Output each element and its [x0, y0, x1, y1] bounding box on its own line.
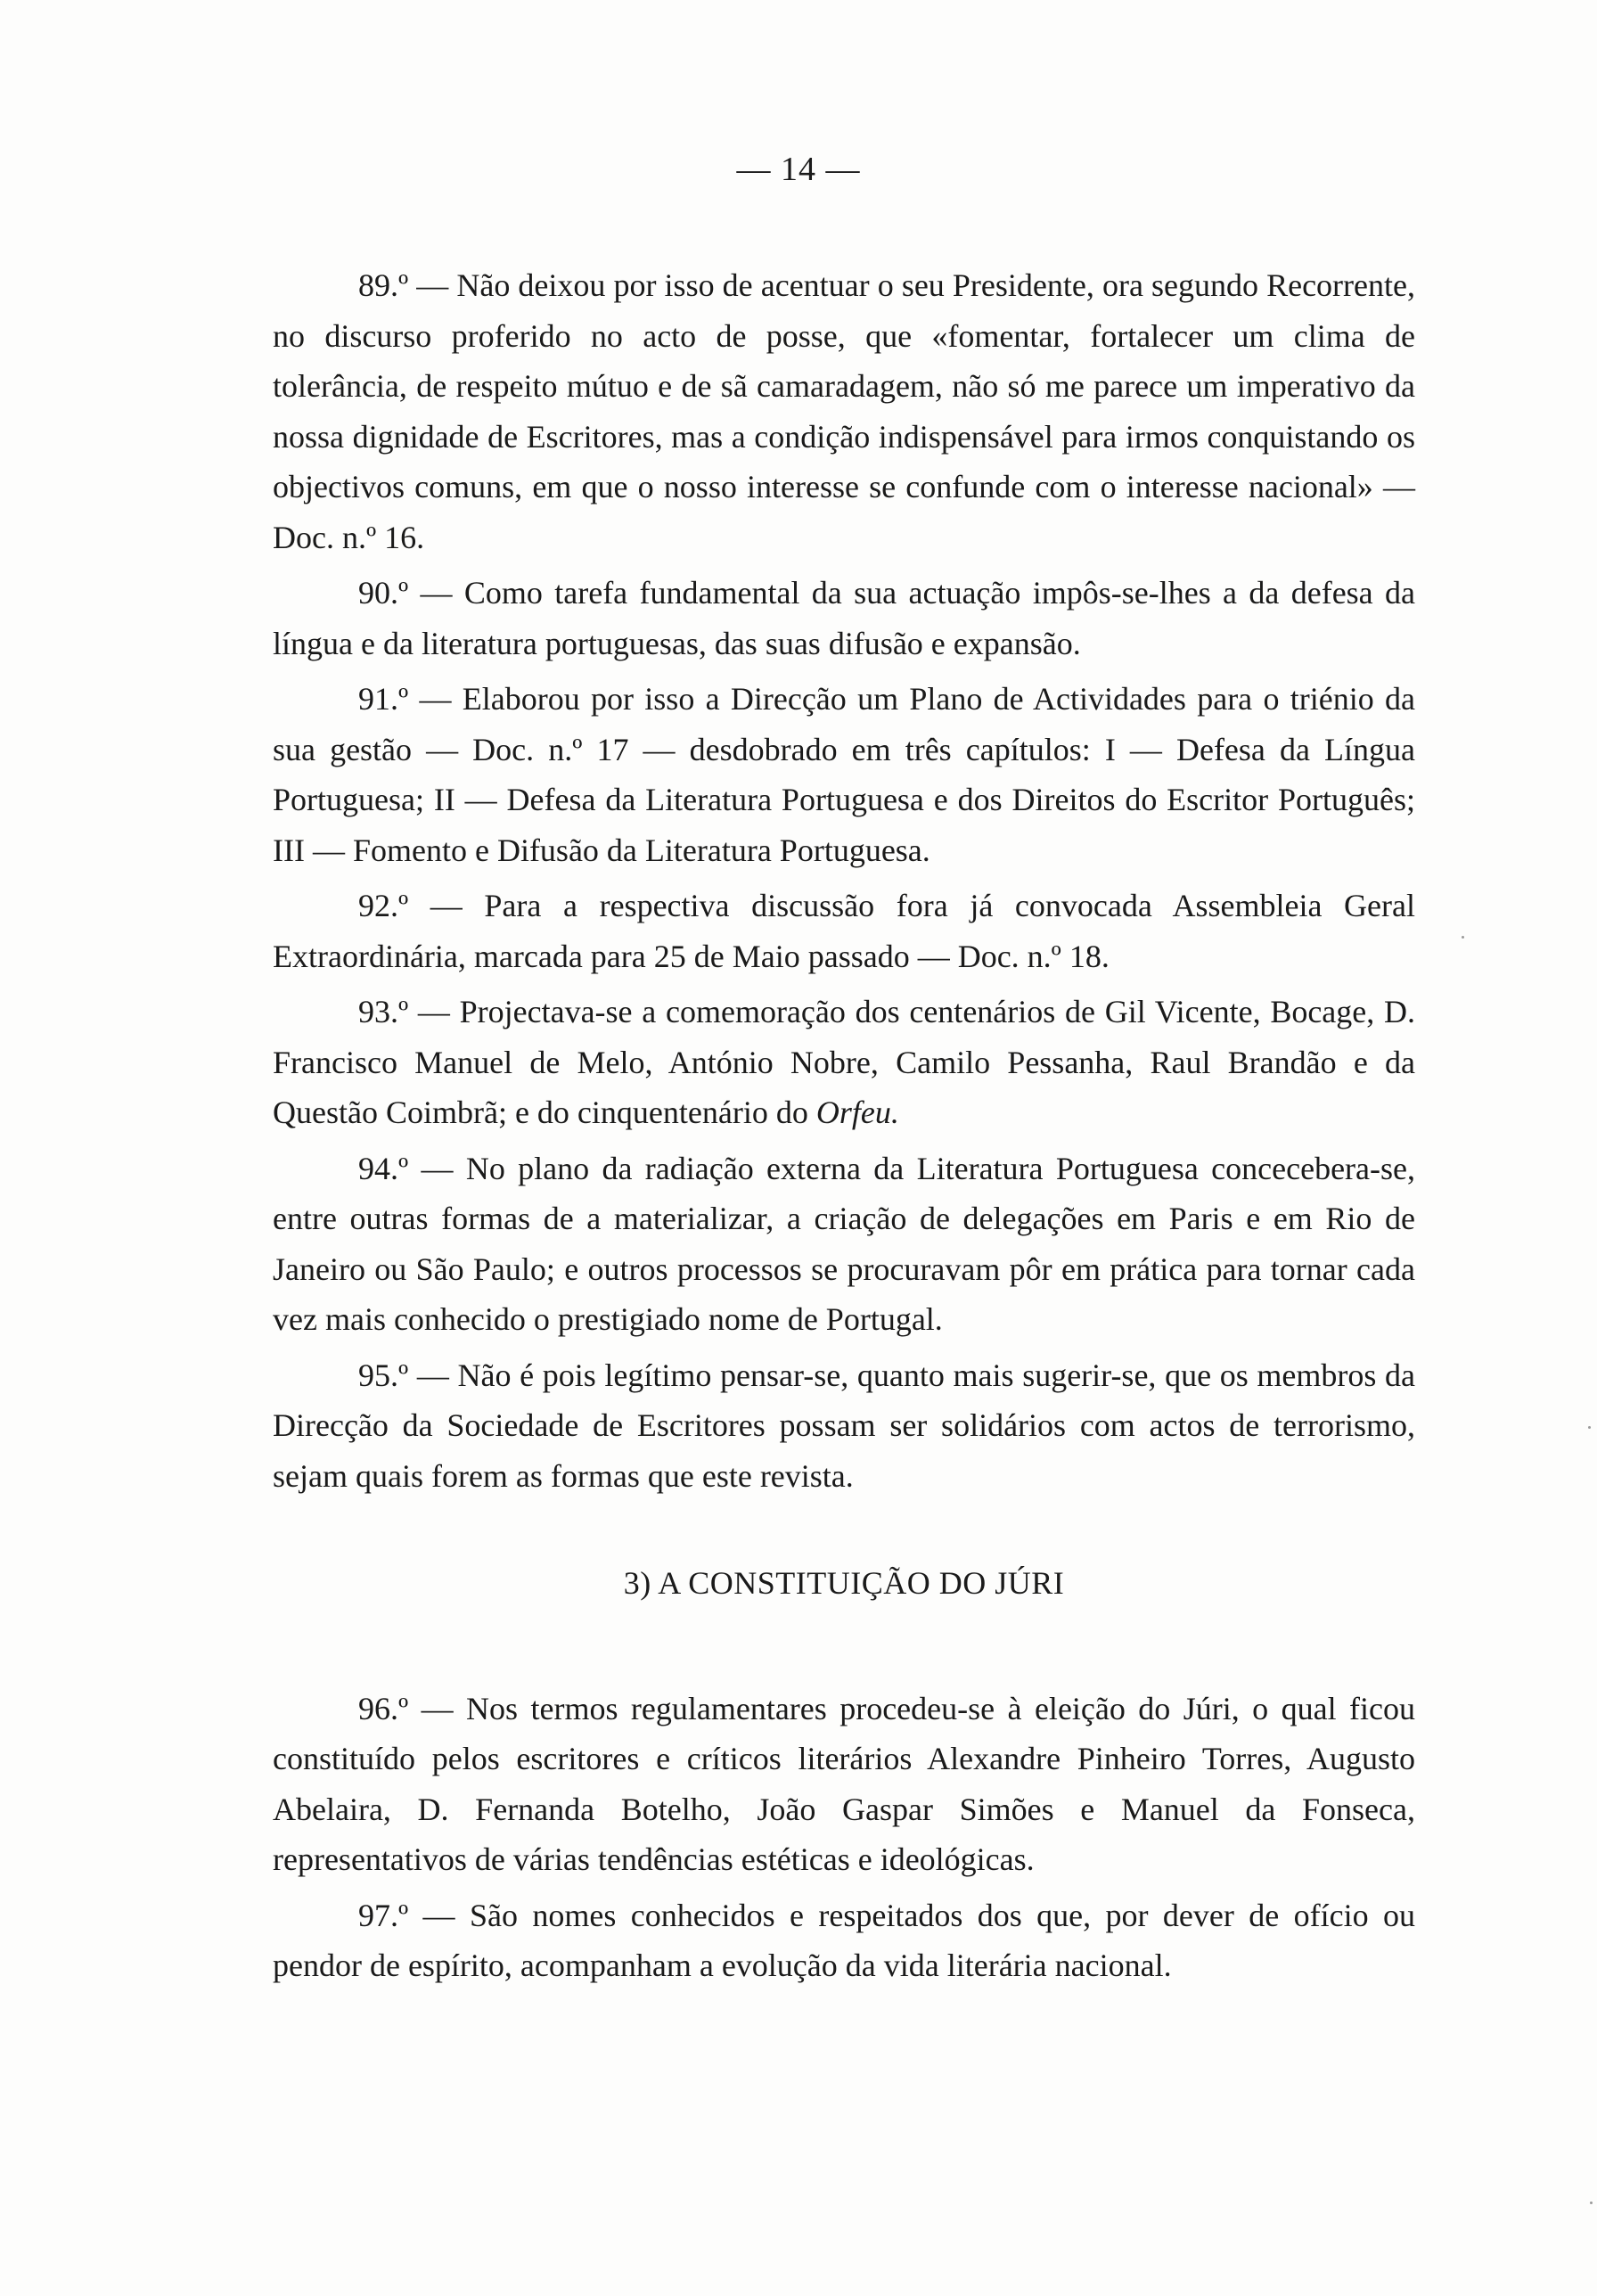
scan-speck: [1590, 2202, 1593, 2204]
paragraph-92: 92.º — Para a respectiva discussão fora já convocada Assembleia Geral Extraordinária, marcada para 25 de Maio passado — Doc. n.º 18.: [273, 888, 1415, 974]
body-text: [273, 260, 1415, 1997]
paragraph-90: 90.º — Como tarefa fundamental da sua actuação impôs-se-lhes a da defesa da língua e da literatura portuguesas, das suas difusão e expansão.: [273, 575, 1415, 661]
paragraph-95: 95.º — Não é pois legítimo pensar-se, quanto mais sugerir-se, que os membros da Direcção da Sociedade de Escritores possam ser solidários com actos de terrorismo, sejam quais forem as formas que este revista.: [273, 1357, 1415, 1494]
page-number: — 14 —: [736, 151, 861, 188]
paragraph-94: 94.º — No plano da radiação externa da Literatura Portuguesa concecebera-se, entre outras formas de a materializar, a criação de delegações em Paris e em Rio de Janeiro ou São Paulo; e outros processos se procuravam pôr em prática para tornar cada vez mais conhecido o prestigiado nome de Portugal.: [273, 1150, 1415, 1337]
scan-speck: [1588, 1426, 1591, 1429]
section-heading: 3) A CONSTITUIÇÃO DO JÚRI: [623, 1565, 1065, 1601]
paragraph-93: [273, 987, 1415, 1138]
orfeu-title: Orfeu.: [815, 1095, 899, 1130]
paragraph-93-text: 93.º — Projectava-se a comemoração dos centenários de Gil Vicente, Bocage, D. Francisco Manuel de Melo, António Nobre, Camilo Pessanha, Raul Brandão e da Questão Coimbrã; e do cinquentenário do: [273, 994, 1415, 1130]
paragraph-89: 89.º — Não deixou por isso de acentuar o seu Presidente, ora segundo Recorrente, no discurso proferido no acto de posse, que «fomentar, fortalecer um clima de tolerância, de respeito mútuo e de sã camaradagem, não só me parece um imperativo da nossa dignidade de Escritores, mas a condição indispensável para irmos conquistando os objectivos comuns, em que o nosso interesse se confunde com o interesse nacional» — Doc. n.º 16.: [273, 267, 1415, 555]
paragraph-91: 91.º — Elaborou por isso a Direcção um Plano de Actividades para o triénio da sua gestão — Doc. n.º 17 — desdobrado em três capítulos: I — Defesa da Língua Portuguesa; II — Defesa da Literatura Portuguesa e dos Direitos do Escritor Português; III — Fomento e Difusão da Literatura Portuguesa.: [273, 681, 1415, 868]
scan-speck: [1462, 936, 1464, 939]
paragraph-97: 97.º — São nomes conhecidos e respeitados dos que, por dever de ofício ou pendor de espírito, acompanham a evolução da vida literária nacional.: [273, 1897, 1415, 1983]
paragraph-96: 96.º — Nos termos regulamentares procedeu-se à eleição do Júri, o qual ficou constituído pelos escritores e críticos literários Alexandre Pinheiro Torres, Augusto Abelaira, D. Fernanda Botelho, João Gaspar Simões e Manuel da Fonseca, representativos de várias tendências estéticas e ideológicas.: [273, 1690, 1415, 1877]
